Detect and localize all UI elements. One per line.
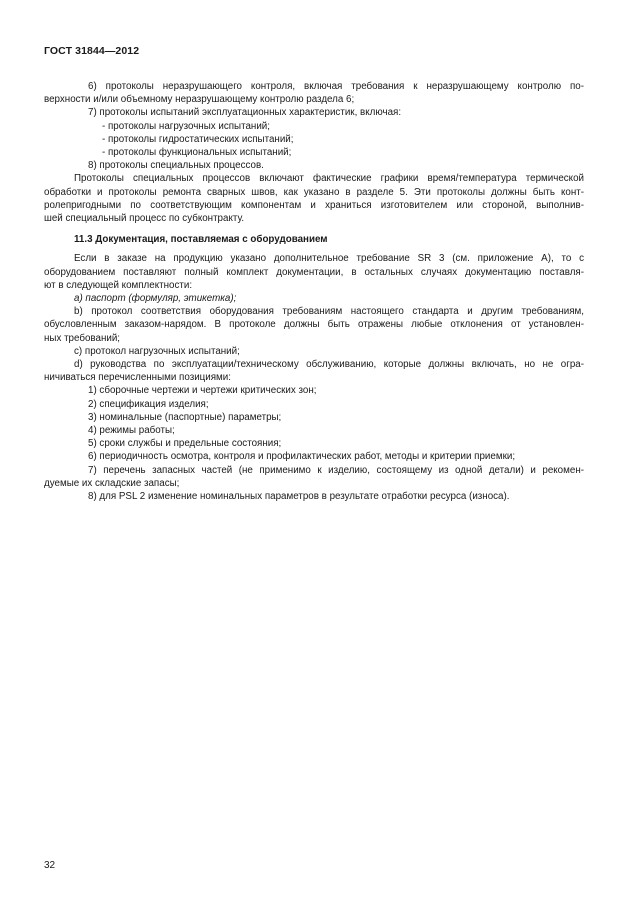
text-line: ролепригодными по соответствующим компонентам и храниться изготовителем или стороной, выполнив-	[44, 199, 584, 211]
text-line: a) паспорт (формуляр, этикетка);	[74, 293, 237, 305]
section-heading: 11.3 Документация, поставляемая с оборудованием	[74, 234, 328, 246]
text-line: - протоколы функциональных испытаний;	[102, 147, 292, 159]
text-line: b) протокол соответствия оборудования требованиям настоящего стандарта и другим требованиям,	[74, 306, 584, 318]
text-line: 7) перечень запасных частей (не применимо к изделию, состоящему из одной детали) и рекомен-	[88, 464, 584, 476]
text-line: 5) сроки службы и предельные состояния;	[88, 438, 282, 450]
page-number: 32	[44, 860, 56, 871]
text-line: - протоколы гидростатических испытаний;	[102, 133, 294, 145]
text-line: 1) сборочные чертежи и чертежи критических зон;	[88, 385, 317, 397]
text-line: Если в заказе на продукцию указано дополнительное требование SR 3 (см. приложение А), то с	[74, 253, 584, 265]
text-line: 6) протоколы неразрушающего контроля, включая требования к неразрушающему контролю по-	[88, 81, 584, 92]
text-line: ничиваться перечисленными позициями:	[44, 372, 231, 384]
text-line: ных требований;	[44, 332, 121, 344]
text-line: c) протокол нагрузочных испытаний;	[74, 345, 240, 357]
text-line: шей специальный процесс по субконтракту.	[44, 213, 245, 225]
text-line: 8) для PSL 2 изменение номинальных параметров в результате отработки ресурса (износа).	[88, 491, 510, 503]
text-line: 7) протоколы испытаний эксплуатационных характеристик, включая:	[88, 107, 402, 119]
page-content	[44, 80, 584, 503]
text-line: 8) протоколы специальных процессов.	[88, 160, 264, 172]
text-line: 4) режимы работы;	[88, 425, 175, 437]
text-line: оборудованием поставляют полный комплект документации, в остальных случаях документацию поставля-	[44, 266, 584, 278]
text-line: 2) спецификация изделия;	[88, 398, 209, 410]
text-line: обработки и протоколы ремонта сварных швов, как указано в разделе 5. Эти протоколы должны быть конт-	[44, 186, 584, 198]
document-header: ГОСТ 31844—2012	[44, 45, 140, 57]
text-line: верхности и/или объемному неразрушающему контролю раздела 6;	[44, 94, 355, 106]
text-line: d) руководства по эксплуатации/техническому обслуживанию, которые должны включать, но не огра-	[74, 359, 584, 371]
text-line: обусловленным заказом-нарядом. В протоколе должны быть отражены любые отклонения от установлен-	[44, 319, 584, 331]
text-line: ют в следующей комплектности:	[44, 279, 193, 291]
text-line: - протоколы нагрузочных испытаний;	[102, 120, 270, 132]
text-line: 3) номинальные (паспортные) параметры;	[88, 411, 282, 423]
text-line: 6) периодичность осмотра, контроля и профилактических работ, методы и критерии приемки;	[88, 451, 516, 463]
text-line: дуемые их складские запасы;	[44, 477, 180, 489]
text-line: Протоколы специальных процессов включают фактические графики время/температура термической	[74, 173, 584, 185]
